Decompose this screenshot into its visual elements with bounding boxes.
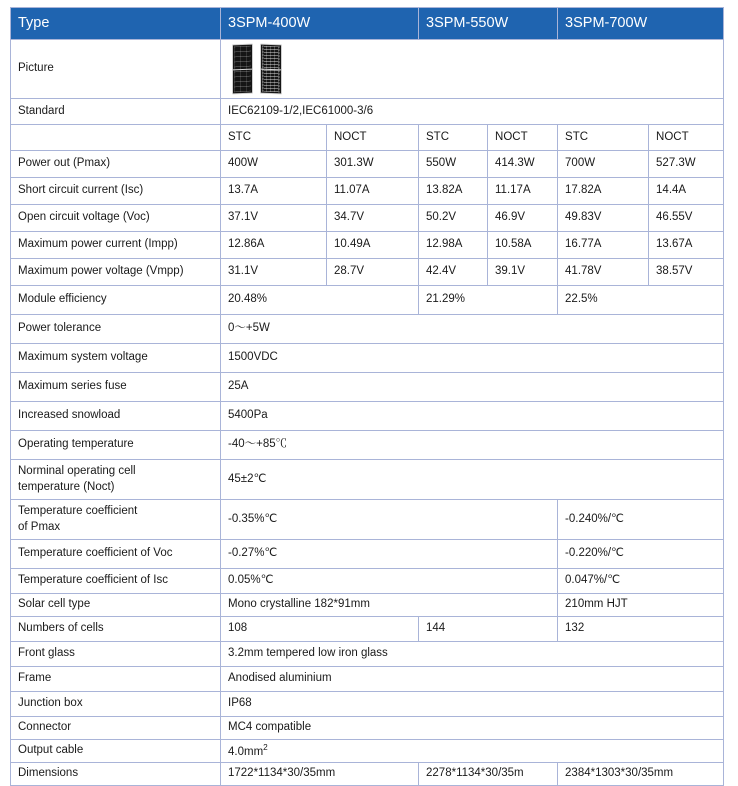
value-standard: IEC62109-1/2,IEC61000-3/6 <box>221 99 724 125</box>
value-power-tolerance: 0～+5W <box>221 315 724 344</box>
row-label-standard: Standard <box>11 99 221 125</box>
voc-noct-550w: 46.9V <box>488 205 558 232</box>
power-out-noct-400w: 301.3W <box>327 151 419 178</box>
row-dimensions <box>11 763 724 786</box>
dimensions-400w: 1722*1134*30/35mm <box>221 763 419 786</box>
row-short-circuit-current <box>11 178 724 205</box>
row-output-cable <box>11 740 724 763</box>
dimensions-700w: 2384*1303*30/35mm <box>558 763 724 786</box>
value-snowload: 5400Pa <box>221 402 724 431</box>
row-noct <box>11 460 724 500</box>
row-condition-headers <box>11 125 724 151</box>
condition-noct-400w: NOCT <box>327 125 419 151</box>
row-label-impp: Maximum power current (Impp) <box>11 232 221 259</box>
condition-stc-400w: STC <box>221 125 327 151</box>
numbers-of-cells-550w: 144 <box>419 617 558 642</box>
row-snowload <box>11 402 724 431</box>
table-header-row <box>11 8 724 40</box>
row-label-noct <box>11 460 221 500</box>
output-cable-superscript: 2 <box>263 742 268 752</box>
row-label-solar-cell-type: Solar cell type <box>11 594 221 617</box>
row-temp-coeff-isc <box>11 569 724 594</box>
voc-stc-400w: 37.1V <box>221 205 327 232</box>
vmpp-noct-700w: 38.57V <box>649 259 724 286</box>
isc-noct-700w: 14.4A <box>649 178 724 205</box>
numbers-of-cells-400w: 108 <box>221 617 419 642</box>
row-module-efficiency <box>11 286 724 315</box>
solar-panel-images <box>228 40 716 98</box>
solar-panel-icon-2 <box>260 44 282 95</box>
header-model-400w: 3SPM-400W <box>221 8 419 40</box>
temp-coeff-pmax-left: -0.35%℃ <box>221 500 558 540</box>
impp-noct-400w: 10.49A <box>327 232 419 259</box>
header-type: Type <box>11 8 221 40</box>
row-picture <box>11 40 724 99</box>
row-label-numbers-of-cells: Numbers of cells <box>11 617 221 642</box>
row-max-series-fuse <box>11 373 724 402</box>
condition-stc-550w: STC <box>419 125 488 151</box>
row-label-operating-temperature: Operating temperature <box>11 431 221 460</box>
module-efficiency-400w: 20.48% <box>221 286 419 315</box>
row-label-picture: Picture <box>11 40 221 99</box>
value-frame: Anodised aluminium <box>221 667 724 692</box>
power-out-noct-550w: 414.3W <box>488 151 558 178</box>
temp-coeff-pmax-right: -0.240%/℃ <box>558 500 724 540</box>
row-label-frame: Frame <box>11 667 221 692</box>
row-label-junction-box: Junction box <box>11 692 221 717</box>
row-label-power-out: Power out (Pmax) <box>11 151 221 178</box>
isc-noct-400w: 11.07A <box>327 178 419 205</box>
temp-coeff-isc-right: 0.047%/℃ <box>558 569 724 594</box>
row-label-max-system-voltage: Maximum system voltage <box>11 344 221 373</box>
header-model-700w: 3SPM-700W <box>558 8 724 40</box>
value-max-system-voltage: 1500VDC <box>221 344 724 373</box>
power-out-stc-400w: 400W <box>221 151 327 178</box>
row-label-temp-coeff-pmax <box>11 500 221 540</box>
isc-stc-700w: 17.82A <box>558 178 649 205</box>
solar-cell-type-right: 210mm HJT <box>558 594 724 617</box>
solar-panel-icon-1 <box>232 44 253 95</box>
row-label-max-series-fuse: Maximum series fuse <box>11 373 221 402</box>
row-label-power-tolerance: Power tolerance <box>11 315 221 344</box>
row-junction-box <box>11 692 724 717</box>
vmpp-noct-550w: 39.1V <box>488 259 558 286</box>
row-standard <box>11 99 724 125</box>
condition-stc-700w: STC <box>558 125 649 151</box>
condition-noct-700w: NOCT <box>649 125 724 151</box>
row-power-out <box>11 151 724 178</box>
impp-stc-400w: 12.86A <box>221 232 327 259</box>
row-label-dimensions: Dimensions <box>11 763 221 786</box>
row-label-front-glass: Front glass <box>11 642 221 667</box>
impp-noct-700w: 13.67A <box>649 232 724 259</box>
row-label-voc: Open circuit voltage (Voc) <box>11 205 221 232</box>
voc-stc-550w: 50.2V <box>419 205 488 232</box>
dimensions-550w: 2278*1134*30/35m <box>419 763 558 786</box>
power-out-noct-700w: 527.3W <box>649 151 724 178</box>
power-out-stc-700w: 700W <box>558 151 649 178</box>
solar-cell-type-left: Mono crystalline 182*91mm <box>221 594 558 617</box>
temp-coeff-voc-left: -0.27%℃ <box>221 540 558 569</box>
temp-coeff-pmax-label-line2: of Pmax <box>18 520 61 533</box>
row-front-glass <box>11 642 724 667</box>
row-label-temp-coeff-isc: Temperature coefficient of Isc <box>11 569 221 594</box>
row-solar-cell-type <box>11 594 724 617</box>
row-label-output-cable: Output cable <box>11 740 221 763</box>
solar-module-spec-table <box>10 7 724 786</box>
power-out-stc-550w: 550W <box>419 151 488 178</box>
module-efficiency-550w: 21.29% <box>419 286 558 315</box>
row-temp-coeff-voc <box>11 540 724 569</box>
vmpp-stc-700w: 41.78V <box>558 259 649 286</box>
value-noct: 45±2℃ <box>221 460 724 500</box>
impp-stc-700w: 16.77A <box>558 232 649 259</box>
voc-noct-700w: 46.55V <box>649 205 724 232</box>
value-operating-temperature: -40～+85℃ <box>221 431 724 460</box>
row-max-system-voltage <box>11 344 724 373</box>
vmpp-stc-550w: 42.4V <box>419 259 488 286</box>
value-max-series-fuse: 25A <box>221 373 724 402</box>
row-operating-temperature <box>11 431 724 460</box>
temp-coeff-isc-left: 0.05%℃ <box>221 569 558 594</box>
noct-label-line2: temperature (Noct) <box>18 480 115 493</box>
row-label-connector: Connector <box>11 717 221 740</box>
row-label-vmpp: Maximum power voltage (Vmpp) <box>11 259 221 286</box>
value-output-cable <box>221 740 724 763</box>
row-label-temp-coeff-voc: Temperature coefficient of Voc <box>11 540 221 569</box>
vmpp-stc-400w: 31.1V <box>221 259 327 286</box>
impp-stc-550w: 12.98A <box>419 232 488 259</box>
numbers-of-cells-700w: 132 <box>558 617 724 642</box>
row-maximum-power-voltage <box>11 259 724 286</box>
noct-label-line1: Norminal operating cell <box>18 464 136 477</box>
row-label-module-efficiency: Module efficiency <box>11 286 221 315</box>
row-frame <box>11 667 724 692</box>
row-label-snowload: Increased snowload <box>11 402 221 431</box>
row-maximum-power-current <box>11 232 724 259</box>
voc-noct-400w: 34.7V <box>327 205 419 232</box>
impp-noct-550w: 10.58A <box>488 232 558 259</box>
value-connector: MC4 compatible <box>221 717 724 740</box>
value-front-glass: 3.2mm tempered low iron glass <box>221 642 724 667</box>
row-temp-coeff-pmax <box>11 500 724 540</box>
isc-stc-550w: 13.82A <box>419 178 488 205</box>
value-junction-box: IP68 <box>221 692 724 717</box>
condition-noct-550w: NOCT <box>488 125 558 151</box>
isc-noct-550w: 11.17A <box>488 178 558 205</box>
vmpp-noct-400w: 28.7V <box>327 259 419 286</box>
isc-stc-400w: 13.7A <box>221 178 327 205</box>
row-numbers-of-cells <box>11 617 724 642</box>
output-cable-value: 4.0mm <box>228 745 264 758</box>
row-open-circuit-voltage <box>11 205 724 232</box>
row-label-blank <box>11 125 221 151</box>
row-power-tolerance <box>11 315 724 344</box>
voc-stc-700w: 49.83V <box>558 205 649 232</box>
header-model-550w: 3SPM-550W <box>419 8 558 40</box>
module-efficiency-700w: 22.5% <box>558 286 724 315</box>
picture-cell <box>221 40 724 99</box>
row-label-isc: Short circuit current (Isc) <box>11 178 221 205</box>
temp-coeff-voc-right: -0.220%/℃ <box>558 540 724 569</box>
temp-coeff-pmax-label-line1: Temperature coefficient <box>18 504 138 517</box>
